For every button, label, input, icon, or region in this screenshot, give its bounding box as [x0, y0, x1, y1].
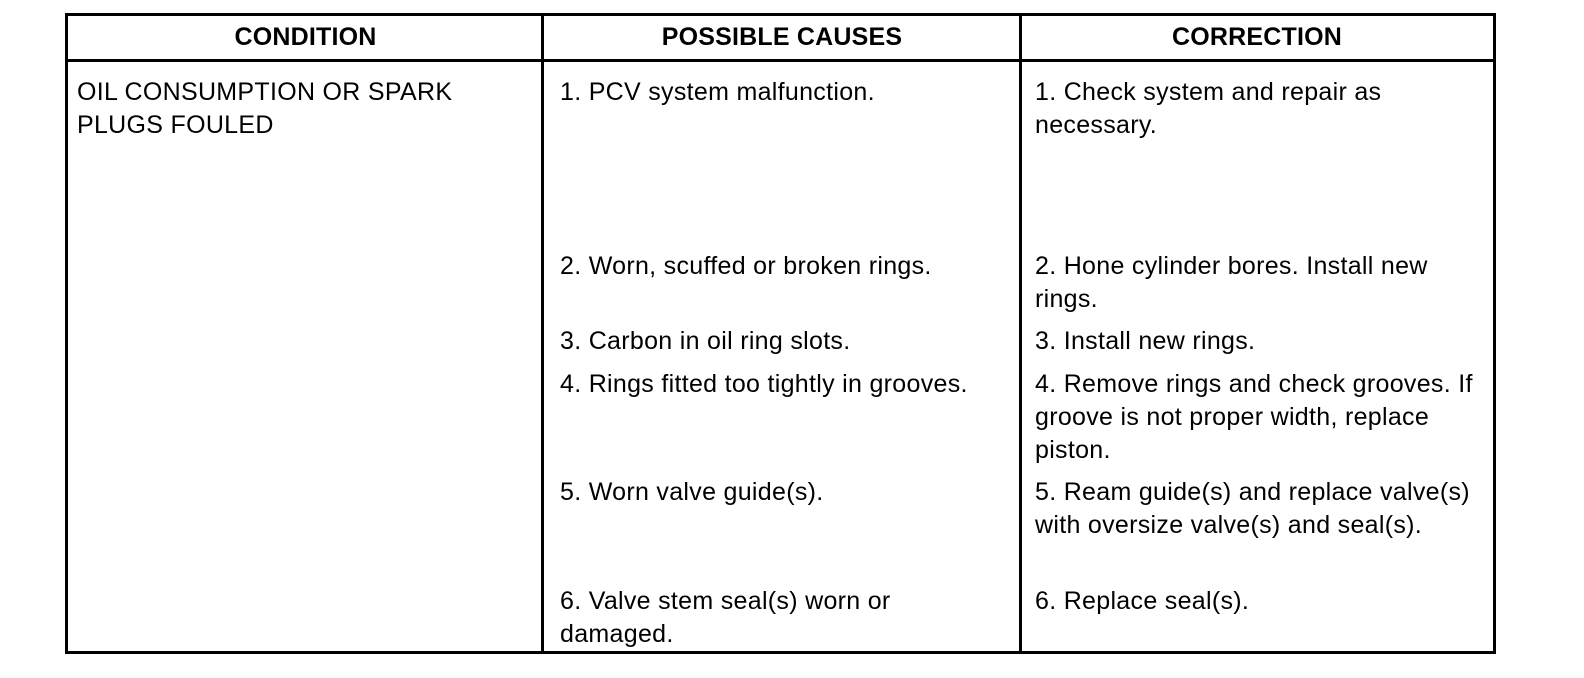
- correction-4: 4. Remove rings and check grooves. If groove is not proper width, replace piston.: [1035, 370, 1473, 464]
- causes-header: POSSIBLE CAUSES: [661, 23, 903, 51]
- correction-column: [1021, 16, 1493, 651]
- condition-cell: OIL CONSUMPTION OR SPARK PLUGS FOULED: [77, 78, 453, 139]
- cause-4: 4. Rings fitted too tightly in grooves.: [560, 370, 968, 398]
- correction-header: CORRECTION: [1171, 23, 1343, 51]
- condition-header: CONDITION: [234, 23, 377, 51]
- correction-2: 2. Hone cylinder bores. Install new rings.: [1035, 252, 1428, 313]
- correction-5: 5. Ream guide(s) and replace valve(s) with oversize valve(s) and seal(s).: [1035, 478, 1470, 539]
- cause-3: 3. Carbon in oil ring slots.: [560, 327, 851, 355]
- causes-column: [543, 16, 1021, 651]
- condition-column: [68, 16, 543, 651]
- cause-5: 5. Worn valve guide(s).: [560, 478, 824, 506]
- correction-1: 1. Check system and repair as necessary.: [1035, 78, 1382, 139]
- cause-1: 1. PCV system malfunction.: [560, 78, 875, 106]
- cause-2: 2. Worn, scuffed or broken rings.: [560, 252, 932, 280]
- cause-6: 6. Valve stem seal(s) worn or damaged.: [560, 587, 891, 648]
- correction-6: 6. Replace seal(s).: [1035, 587, 1250, 615]
- diagnosis-table: [65, 13, 1496, 654]
- correction-3: 3. Install new rings.: [1035, 327, 1256, 355]
